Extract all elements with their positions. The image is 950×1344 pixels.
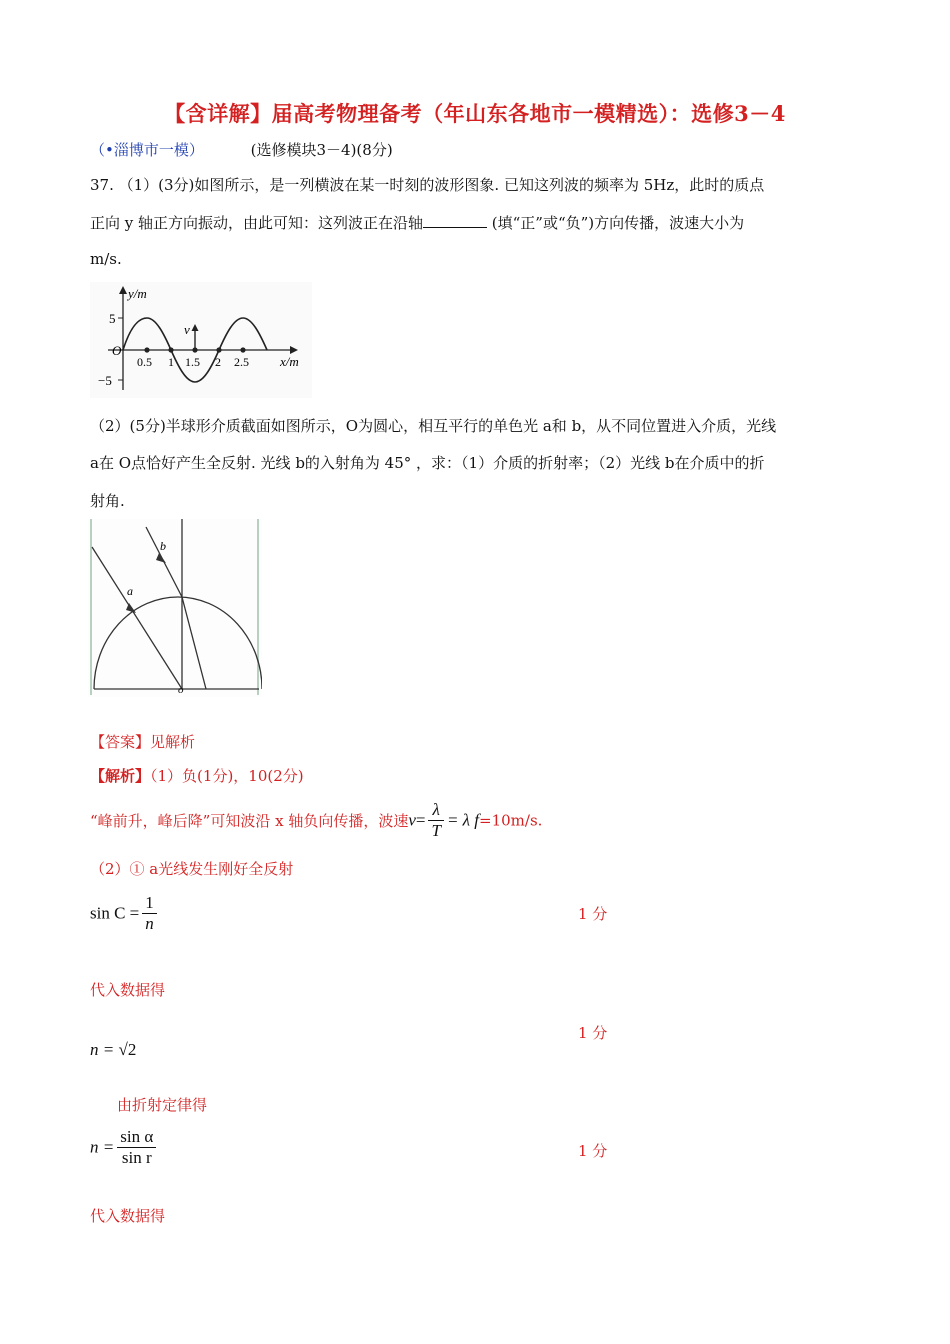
eq2-lhs: n =	[90, 1040, 115, 1059]
speed-num: λ	[428, 800, 443, 821]
eq1-num: 1	[142, 893, 157, 914]
page-title: 【含详解】届高考物理备考（年山东各地市一模精选）：选修3－4	[164, 101, 786, 126]
part2-title: （2）① a光线发生刚好全反射	[90, 860, 294, 878]
eq1-lhs: sin C =	[90, 903, 140, 923]
q1-line-2	[90, 212, 744, 233]
analysis-line	[90, 765, 304, 786]
speed-den: T	[431, 821, 441, 840]
x-tick-1.5: 1.5	[185, 355, 200, 369]
label-b: b	[160, 539, 166, 553]
score-2: 1 分	[578, 1024, 608, 1042]
x-axis-label: x/m	[280, 354, 299, 369]
answer-line: 【答案】见解析	[90, 733, 196, 751]
q1-line-2-text-a: 正向 y 轴正方向振动，由此可知：这列波正在沿轴	[90, 214, 424, 232]
speed-v: v	[408, 810, 416, 830]
analysis-label: 【解析】	[90, 767, 151, 785]
x-tick-2.5: 2.5	[234, 355, 249, 369]
eq2-rhs: √2	[118, 1040, 137, 1059]
eq3	[90, 1127, 159, 1168]
score-3: 1 分	[578, 1142, 608, 1160]
refraction-law-line: 由折射定律得	[117, 1096, 208, 1114]
speed-line	[90, 800, 542, 841]
hemisphere-figure	[88, 519, 262, 697]
label-a: a	[127, 584, 133, 598]
y-tick-neg5: −5	[98, 373, 112, 388]
q1-line-3: m/s.	[90, 250, 122, 268]
source-tag: （•淄博市一模）	[90, 141, 204, 159]
eq1-den: n	[145, 914, 154, 933]
source-line	[90, 139, 393, 160]
x-tick-2: 2	[215, 355, 221, 369]
speed-eq2: = λ f	[446, 810, 480, 830]
x-tick-0.5: 0.5	[137, 355, 152, 369]
module-label: (选修模块3－4)(8分)	[250, 141, 393, 159]
label-o: o	[178, 684, 184, 696]
eq3-den: sin r	[121, 1148, 152, 1167]
score-1: 1 分	[578, 905, 608, 923]
q1-line-2-text-b: (填“正”或“负”)方向传播，波速大小为	[487, 214, 745, 232]
q2-line-2: a在 O点恰好产生全反射. 光线 b的入射角为 45° ，求：（1）介质的折射率；（2）光线 b在介质中的折	[90, 454, 765, 472]
eq1-fraction	[142, 893, 157, 934]
eq3-fraction	[117, 1127, 156, 1168]
y-tick-5: 5	[109, 311, 116, 326]
eq1	[90, 893, 160, 934]
velocity-label: v	[184, 322, 190, 337]
q2-line-3: 射角.	[90, 492, 125, 510]
analysis-part1: （1）负(1分)，10(2分)	[150, 767, 304, 785]
speed-text: “峰前升，峰后降”可知波沿 x 轴负向传播，波速	[90, 812, 409, 830]
speed-tail: =10m/s.	[479, 811, 543, 830]
substitute-line-2: 代入数据得	[90, 1207, 166, 1225]
substitute-line-1: 代入数据得	[90, 981, 166, 999]
q1-line-1: 37. （1）(3分)如图所示，是一列横波在某一时刻的波形图象. 已知这列波的频率为 5Hz，此时的质点	[90, 176, 765, 194]
origin-label: O	[112, 343, 122, 358]
y-axis-label: y/m	[128, 286, 147, 301]
speed-eq1: =	[415, 810, 426, 830]
wave-figure	[90, 282, 312, 398]
answer-blank	[423, 213, 487, 228]
x-tick-1: 1	[168, 355, 174, 369]
eq3-num: sin α	[117, 1127, 156, 1148]
q2-line-1: （2）(5分)半球形介质截面如图所示，O为圆心，相互平行的单色光 a和 b，从不同位置进入介质，光线	[90, 417, 777, 435]
speed-fraction	[428, 800, 443, 841]
eq3-lhs: n =	[90, 1137, 115, 1157]
eq2	[90, 1040, 136, 1060]
